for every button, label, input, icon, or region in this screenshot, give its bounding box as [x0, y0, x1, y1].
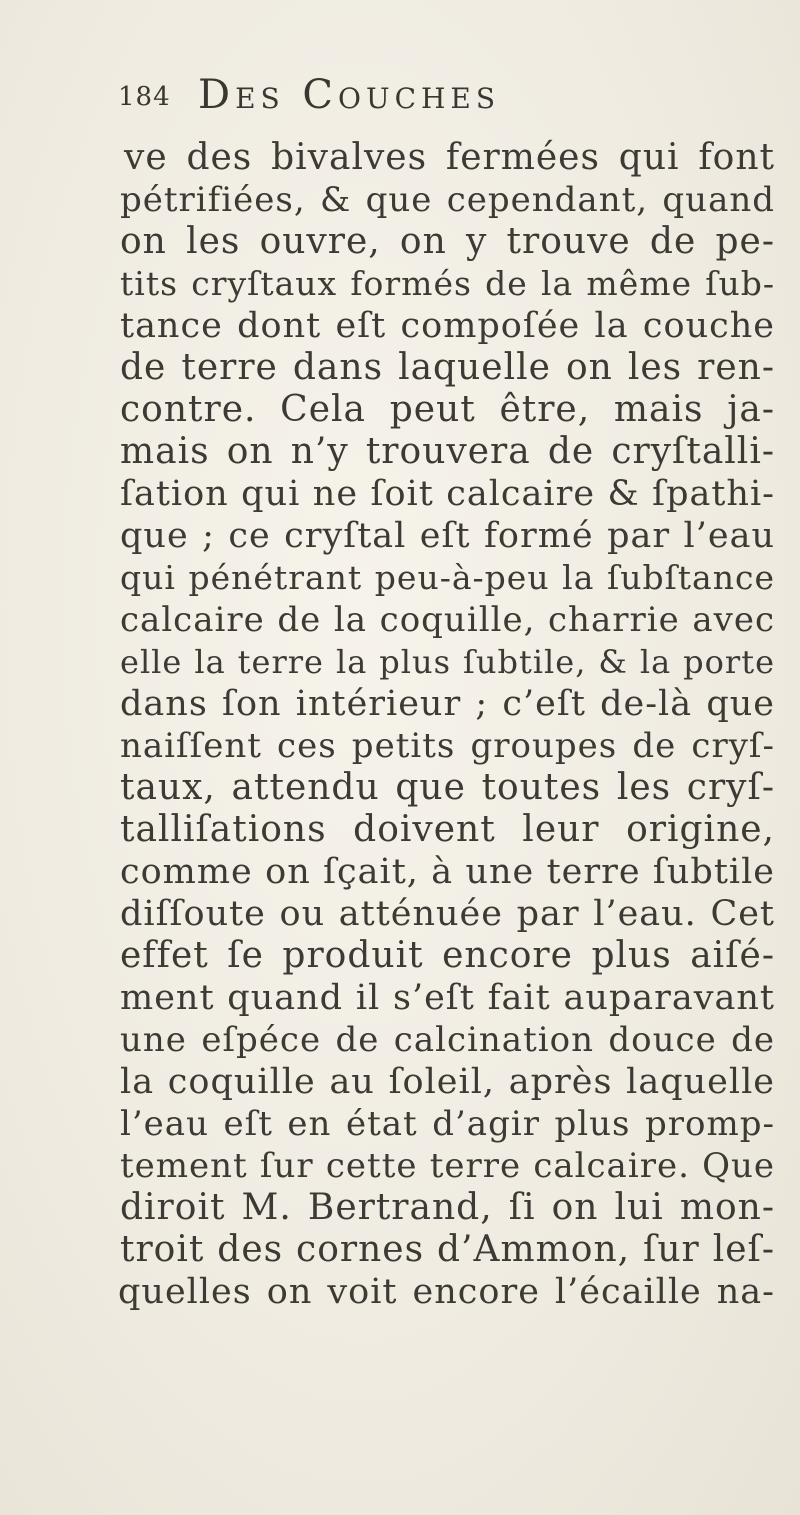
text-line: que ; ce cryſtal eſt formé par l’eau — [120, 516, 775, 556]
text-line: mais on n’y trouvera de cryſtalli- — [120, 431, 775, 472]
text-line: effet ſe produit encore plus aiſé- — [120, 935, 775, 976]
text-line: elle la terre la plus ſubtile, & la porte — [120, 643, 775, 681]
text-line: une eſpéce de calcination douce de — [120, 1020, 775, 1060]
text-line: dans ſon intérieur ; c’eſt de-là que — [120, 684, 775, 724]
text-line: calcaire de la coquille, charrie avec — [120, 600, 775, 640]
page-number: 184 — [118, 82, 171, 112]
text-line: l’eau eſt en état d’agir plus promp- — [120, 1104, 775, 1144]
text-line: troit des cornes d’Ammon, ſur leſ- — [120, 1229, 775, 1270]
text-line: ve des bivalves fermées qui font — [124, 137, 775, 178]
text-line: contre. Cela peut être, mais ja- — [120, 389, 775, 430]
page-header — [118, 72, 778, 132]
text-line: ment quand il s’eſt fait auparavant — [120, 978, 775, 1018]
text-line: diſſoute ou atténuée par l’eau. Cet — [120, 894, 775, 934]
text-line: taux, attendu que toutes les cryſ- — [120, 767, 775, 808]
text-line: de terre dans laquelle on les ren- — [120, 347, 775, 388]
text-line: quelles on voit encore l’écaille na- — [118, 1272, 775, 1312]
text-line: diroit M. Bertrand, ſi on lui mon- — [120, 1187, 775, 1228]
text-line: talliſations doivent leur origine, — [120, 809, 775, 850]
text-line: tance dont eſt compoſée la couche — [120, 306, 775, 346]
text-line: qui pénétrant peu-à-peu la ſubſtance — [120, 558, 775, 597]
running-title: Des Couches — [198, 72, 501, 118]
text-line: pétrifiées, & que cependant, quand — [120, 180, 775, 220]
text-line: on les ouvre, on y trouve de pe- — [120, 221, 775, 262]
text-line: comme on ſçait, à une terre ſubtile — [120, 852, 775, 892]
text-line: ſation qui ne ſoit calcaire & ſpathi- — [120, 474, 775, 514]
text-line: tits cryſtaux formés de la même ſub- — [120, 264, 775, 303]
text-line: naiſſent ces petits groupes de cryſ- — [120, 726, 775, 766]
text-line: la coquille au ſoleil, après laquelle — [120, 1062, 775, 1102]
text-line: tement ſur cette terre calcaire. Que — [120, 1146, 775, 1186]
